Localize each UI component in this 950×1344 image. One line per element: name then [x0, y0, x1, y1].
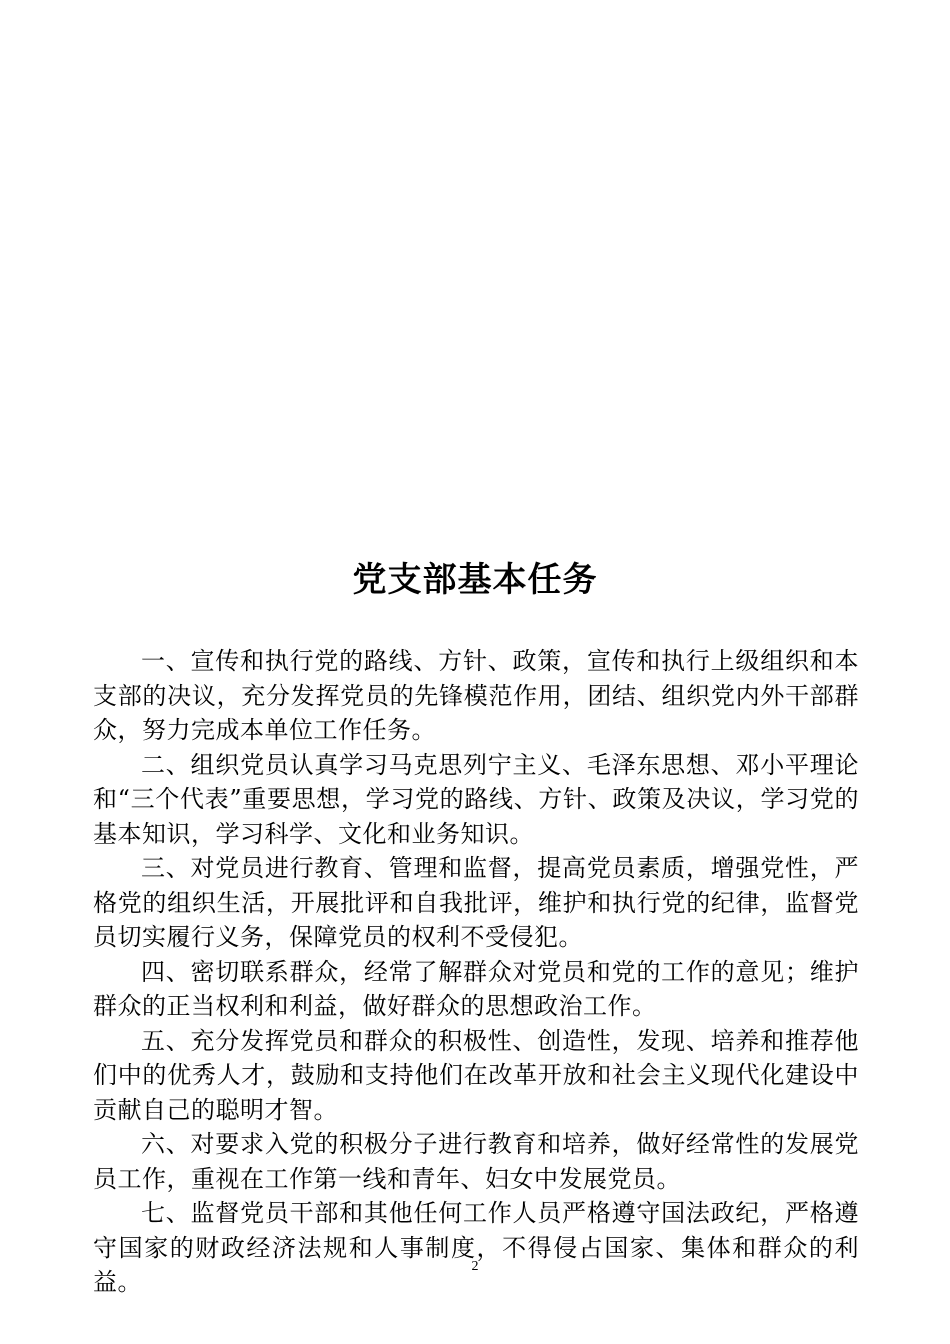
page-number: 2	[471, 1259, 479, 1274]
document-body	[93, 644, 859, 1300]
paragraph-2: 二、组织党员认真学习马克思列宁主义、毛泽东思想、邓小平理论和“三个代表”重要思想，学习党的路线、方针、政策及决议，学习党的基本知识，学习科学、文化和业务知识。	[93, 750, 859, 848]
paragraph-1: 一、宣传和执行党的路线、方针、政策，宣传和执行上级组织和本支部的决议，充分发挥党员的先锋模范作用，团结、组织党内外干部群众，努力完成本单位工作任务。	[93, 647, 859, 744]
paragraph-4: 四、密切联系群众，经常了解群众对党员和党的工作的意见；维护群众的正当权利和利益，做好群众的思想政治工作。	[93, 957, 859, 1020]
paragraph-6: 六、对要求入党的积极分子进行教育和培养，做好经常性的发展党员工作，重视在工作第一线和青年、妇女中发展党员。	[93, 1130, 859, 1193]
paragraph-3: 三、对党员进行教育、管理和监督，提高党员素质，增强党性，严格党的组织生活，开展批评和自我批评，维护和执行党的纪律，监督党员切实履行义务，保障党员的权利不受侵犯。	[93, 854, 859, 951]
paragraph-5: 五、充分发挥党员和群众的积极性、创造性，发现、培养和推荐他们中的优秀人才，鼓励和支持他们在改革开放和社会主义现代化建设中贡献自己的聪明才智。	[93, 1026, 859, 1124]
paragraph-7: 七、监督党员干部和其他任何工作人员严格遵守国法政纪，严格遵守国家的财政经济法规和人事制度，不得侵占国家、集体和群众的利益。	[93, 1199, 859, 1296]
document-title: 党支部基本任务	[352, 560, 598, 600]
